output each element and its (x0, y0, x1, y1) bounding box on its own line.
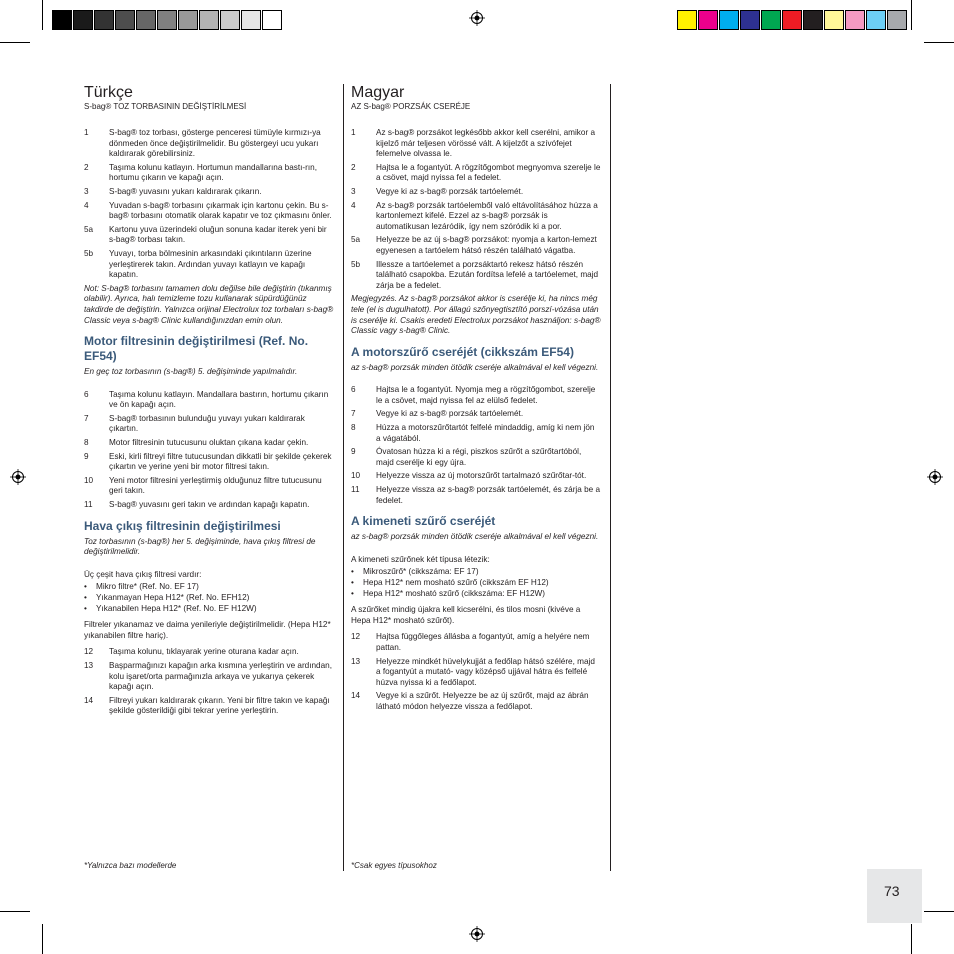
step-number: 9 (351, 447, 356, 457)
bullet-text: Mikroszűrő* (cikkszáma: EF 17) (363, 567, 479, 577)
step-number: 5b (351, 259, 361, 269)
bullet-list (84, 582, 334, 614)
color-swatch (845, 10, 865, 30)
bullet-text: Hepa H12* mosható szűrő (cikkszáma: EF H12W) (363, 588, 546, 598)
list-item (84, 187, 334, 198)
language-title: Magyar (351, 84, 405, 101)
list-item (351, 128, 601, 160)
section-heading: Hava çıkış filtresinin değiştirilmesi (84, 518, 281, 533)
step-text: Motor filtresinin tutucusunu oluktan çıkana kadar çekin. (109, 438, 309, 448)
step-text: Yeni motor filtresini yerleştirmiş olduğunuz filtre tutucusunu geri takın. (109, 475, 322, 496)
color-swatch (887, 10, 907, 30)
step-number: 7 (84, 413, 89, 423)
step-number: 11 (351, 485, 360, 495)
step-number: 1 (351, 128, 356, 137)
list-item (84, 438, 334, 449)
list-item (351, 632, 601, 653)
step-number: 14 (351, 691, 361, 701)
list-item (84, 647, 334, 658)
step-text: Hajtsa függőleges állásba a fogantyút, amíg a helyére nem pattan. (376, 632, 590, 652)
color-swatch (677, 10, 697, 30)
step-text: Az s-bag® porzsákot legkésőbb akkor kell cserélni, amikor a kijelző már teljesen vörössé vált. A kijelzőt a szívófejet felemelve olvassa le. (376, 128, 596, 159)
step-number: 11 (84, 500, 93, 510)
step-number: 3 (351, 186, 356, 196)
step-text: Kartonu yuva üzerindeki oluğun sonuna kadar iterek yeni bir s-bag® torbası takın. (109, 224, 327, 245)
steps-list (84, 647, 334, 717)
steps-list (351, 128, 601, 291)
paragraph: Üç çeşit hava çıkış filtresi vardır: (84, 569, 202, 579)
bullet-text: Hepa H12* nem mosható szűrő (cikkszám EF H12) (363, 578, 549, 587)
bullet-text: Mikro filtre* (Ref. No. EF 17) (96, 582, 199, 592)
step-number: 6 (84, 389, 89, 399)
paragraph: A kimeneti szűrőnek két típusa létezik: (351, 554, 490, 564)
step-text: Húzza a motorszűrőtartót felfelé mindaddig, amíg ki nem jön a vágatából. (376, 423, 595, 443)
paragraph: A szűrőket mindig újakra kell kicserélni, és tilos mosni (kivéve a Hepa H12* mosható szűrőt). (351, 605, 581, 625)
bullet-icon: • (84, 582, 87, 592)
color-swatch (199, 10, 219, 30)
paragraph: Filtreler yıkanamaz ve daima yenileriyle değiştirilmelidir. (Hepa H12* yıkanabilen filtre hariç). (84, 620, 331, 640)
crop-mark (924, 42, 954, 43)
note-text: Not: S-bag® torbasını tamamen dolu değilse bile değiştirin (tıkanmış olabilir). Ayrıca, halı temizleme tozu kullanarak süpürdüğünüz takdirde de değiştirin. Yalnızca orijinal Electrolux toz torbaları s-bag® Classic veya s-bag® Clinic kullandığınızdan emin olun. (84, 283, 334, 325)
bullet-icon: • (351, 578, 354, 587)
step-number: 9 (84, 451, 89, 461)
step-text: Yuvayı, torba bölmesinin arkasındaki çıkıntıların üzerine yerleştirerek takın. Ardından yuvayı katlayın ve kapağı kapatın. (109, 248, 312, 280)
note-text: az s-bag® porzsák minden ötödik cseréje alkalmával el kell végezni. (351, 362, 599, 372)
step-text: S-bag® toz torbası, gösterge penceresi tümüyle kırmızı-ya dönmeden önce değiştirilmelidir. Bu göstergeyi ucu yukarı kaldırarak görebilirsiniz. (109, 128, 321, 159)
color-swatch (52, 10, 72, 30)
bullet-item (351, 589, 601, 600)
bullet-icon: • (84, 593, 87, 602)
step-number: 2 (351, 162, 356, 172)
step-number: 2 (84, 162, 89, 172)
color-swatch (136, 10, 156, 30)
step-text: Taşıma kolunu katlayın. Mandallara bastırın, hortumu çıkarın ve ön kapağı açın. (109, 389, 329, 410)
step-text: Taşıma kolunu katlayın. Hortumun mandallarına bastı-rın, hortumu çıkarın ve kapağı açın. (109, 162, 317, 183)
bullet-text: Yıkanmayan Hepa H12* (Ref. No. EFH12) (96, 593, 250, 602)
step-number: 6 (351, 385, 356, 395)
step-text: Başparmağınızı kapağın arka kısmına yerleştirin ve ardından, kolu işaret/orta parmağınızla arkaya ve yukarıya çekerek kapağı açın. (109, 660, 332, 692)
list-item (351, 385, 601, 406)
steps-list (84, 128, 334, 281)
registration-mark-icon (469, 926, 485, 942)
registration-mark-icon (927, 469, 943, 485)
step-number: 1 (84, 128, 89, 137)
list-item (84, 249, 334, 281)
step-number: 5a (351, 235, 361, 245)
bullet-item (84, 604, 334, 615)
list-item (351, 409, 601, 420)
section-heading: A kimeneti szűrő cseréjét (351, 514, 496, 529)
color-swatch (719, 10, 739, 30)
color-swatch (824, 10, 844, 30)
color-swatch (761, 10, 781, 30)
list-item (351, 187, 601, 198)
step-text: S-bag® torbasının bulunduğu yuvayı yukarı kaldırarak çıkartın. (109, 413, 305, 434)
crop-mark (911, 0, 912, 30)
registration-mark-icon (10, 469, 26, 485)
step-text: Hajtsa le a fogantyút. Nyomja meg a rögzítőgombot, szerelje le a csövet, majd nyissa fel az elülső fedelet. (376, 385, 596, 405)
color-swatch (178, 10, 198, 30)
list-item (84, 225, 334, 246)
bullet-item (84, 593, 334, 604)
step-text: Filtreyi yukarı kaldırarak çıkarın. Yeni bir filtre takın ve kapağı şekilde gösterildiği gibi tekrar yerine yerleştirin. (109, 695, 330, 716)
section-subhead: S-bag® TOZ TORBASININ DEĞİŞTİRİLMESİ (84, 102, 247, 111)
hungarian-column (351, 84, 601, 716)
color-swatch (157, 10, 177, 30)
color-swatch (262, 10, 282, 30)
step-text: Yuvadan s-bag® torbasını çıkarmak için kartonu çekin. Bu s-bag® torbasını otomatik olarak kapatır ve toz çıkmasını önler. (109, 200, 332, 221)
list-item (351, 163, 601, 184)
footnote: *Csak egyes típusokhoz (351, 861, 437, 870)
bullet-icon: • (351, 588, 354, 598)
list-item (84, 390, 334, 411)
steps-list (351, 632, 601, 712)
color-swatch (115, 10, 135, 30)
step-number: 13 (84, 660, 94, 670)
list-item (84, 452, 334, 473)
page-number: 73 (884, 883, 900, 899)
step-number: 8 (351, 423, 356, 433)
language-title: Türkçe (84, 84, 133, 101)
section-heading: Motor filtresinin değiştirilmesi (Ref. No. EF54) (84, 334, 309, 364)
crop-mark (0, 42, 30, 43)
step-number: 5b (84, 248, 94, 258)
step-text: Illessze a tartóelemet a porzsáktartó rekesz hátsó részén található csapokba. Ezután fordítsa lefelé a tartóelemet, majd zárja be a fedelet. (376, 259, 599, 290)
list-item (84, 696, 334, 717)
step-text: Hajtsa le a fogantyút. A rögzítőgombot megnyomva szerelje le a csövet, majd nyissa fel a fedelet. (376, 162, 601, 183)
step-text: Helyezze mindkét hüvelykujját a fedőlap hátsó szélére, majd a fogantyút a mutató- vagy középső ujjával hátra és felfelé húzva nyissa ki a fedőlapot. (376, 656, 595, 687)
step-text: Vegye ki az s-bag® porzsák tartóelemét. (376, 409, 524, 419)
list-item (84, 201, 334, 222)
step-number: 14 (84, 695, 94, 705)
color-swatch (866, 10, 886, 30)
step-text: Óvatosan húzza ki a régi, piszkos szűrőt a szűrőtartóból, majd cserélje ki egy újra. (376, 447, 582, 467)
list-item (351, 471, 601, 482)
list-item (351, 657, 601, 689)
step-text: Taşıma kolunu, tıklayarak yerine oturana kadar açın. (109, 647, 299, 657)
bullet-icon: • (351, 567, 354, 577)
list-item (84, 414, 334, 435)
list-item (351, 235, 601, 256)
turkish-column (84, 84, 334, 720)
step-number: 12 (351, 632, 361, 642)
list-item (351, 201, 601, 233)
color-swatch (698, 10, 718, 30)
step-text: Helyezze be az új s-bag® porzsákot: nyomja a karton-lemezt egyenesen a tartóelem hátsó részén található vágatba. (376, 235, 597, 255)
crop-mark (911, 924, 912, 954)
color-swatch (740, 10, 760, 30)
list-item (84, 163, 334, 184)
step-number: 4 (84, 200, 89, 210)
list-item (84, 128, 334, 160)
step-number: 7 (351, 409, 356, 419)
color-swatch (220, 10, 240, 30)
column-divider (610, 84, 611, 871)
list-item (351, 447, 601, 468)
steps-list (84, 390, 334, 511)
color-swatch (94, 10, 114, 30)
step-text: Helyezze vissza az s-bag® porzsák tartóelemét, és zárja be a fedelet. (376, 485, 601, 505)
note-text: En geç toz torbasının (s-bag®) 5. değişiminde yapılmalıdır. (84, 367, 298, 377)
step-number: 8 (84, 438, 89, 448)
column-divider (343, 84, 344, 871)
crop-mark (42, 0, 43, 30)
color-swatch (241, 10, 261, 30)
list-item (84, 661, 334, 693)
footnote: *Yalnızca bazı modellerde (84, 861, 177, 870)
step-number: 3 (84, 186, 89, 196)
bullet-list (351, 567, 601, 599)
list-item (351, 485, 601, 506)
list-item (351, 260, 601, 292)
bullet-text: Yıkanabilen Hepa H12* (Ref. No. EF H12W) (96, 603, 257, 613)
note-text: az s-bag® porzsák minden ötödik cseréje alkalmával el kell végezni. (351, 532, 599, 542)
step-text: Vegye ki a szűrőt. Helyezze be az új szűrőt, majd az ábrán látható módon helyezze vissza a fedőlapot. (376, 691, 589, 711)
color-swatch-bar (677, 10, 908, 30)
section-subhead: AZ S-bag® PORZSÁK CSERÉJE (351, 102, 471, 111)
crop-mark (924, 911, 954, 912)
step-text: Helyezze vissza az új motorszűrőt tartalmazó szűrőtar-tót. (376, 471, 587, 481)
step-number: 10 (351, 471, 361, 481)
bullet-icon: • (84, 603, 87, 613)
list-item (351, 691, 601, 712)
gray-swatch-bar (52, 10, 283, 30)
step-number: 10 (84, 475, 94, 485)
steps-list (351, 385, 601, 506)
list-item (351, 423, 601, 444)
crop-mark (42, 924, 43, 954)
step-number: 5a (84, 224, 94, 234)
color-swatch (73, 10, 93, 30)
step-number: 12 (84, 647, 94, 657)
step-text: Az s-bag® porzsák tartóelemből való eltávolításához húzza a kartonlemezt kifelé. Ezzel az s-bag® porzsák is automatikusan lezáródik, így nem szóródik ki a por. (376, 200, 598, 231)
step-text: S-bag® yuvasını geri takın ve ardından kapağı kapatın. (109, 500, 310, 510)
bullet-item (351, 567, 601, 578)
registration-mark-icon (469, 10, 485, 26)
list-item (84, 476, 334, 497)
note-text: Toz torbasının (s-bag®) her 5. değişiminde, hava çıkış filtresi de değiştirilmelidir. (84, 536, 316, 557)
step-text: S-bag® yuvasını yukarı kaldırarak çıkarın. (109, 186, 262, 196)
list-item (84, 500, 334, 511)
step-text: Eski, kirli filtreyi filtre tutucusundan dikkatli bir şekilde çekerek çıkartın ve yerine yeni bir motor filtresi takın. (109, 451, 332, 472)
step-number: 13 (351, 656, 361, 666)
bullet-item (84, 582, 334, 593)
step-number: 4 (351, 200, 356, 210)
section-heading: A motorszűrő cseréjét (cikkszám EF54) (351, 344, 574, 359)
crop-mark (0, 911, 30, 912)
step-text: Vegye ki az s-bag® porzsák tartóelemét. (376, 186, 524, 196)
note-text: Megjegyzés. Az s-bag® porzsákot akkor is cserélje ki, ha nincs még tele (el is dugulhatott). Por állagú szőnyegtisztító porszí-vózása után is cserélje ki. Csakis eredeti Electrolux porzsákot használjon: s-bag® Classic vagy s-bag® Clinic. (351, 294, 601, 336)
color-swatch (782, 10, 802, 30)
bullet-item (351, 578, 601, 589)
color-swatch (803, 10, 823, 30)
